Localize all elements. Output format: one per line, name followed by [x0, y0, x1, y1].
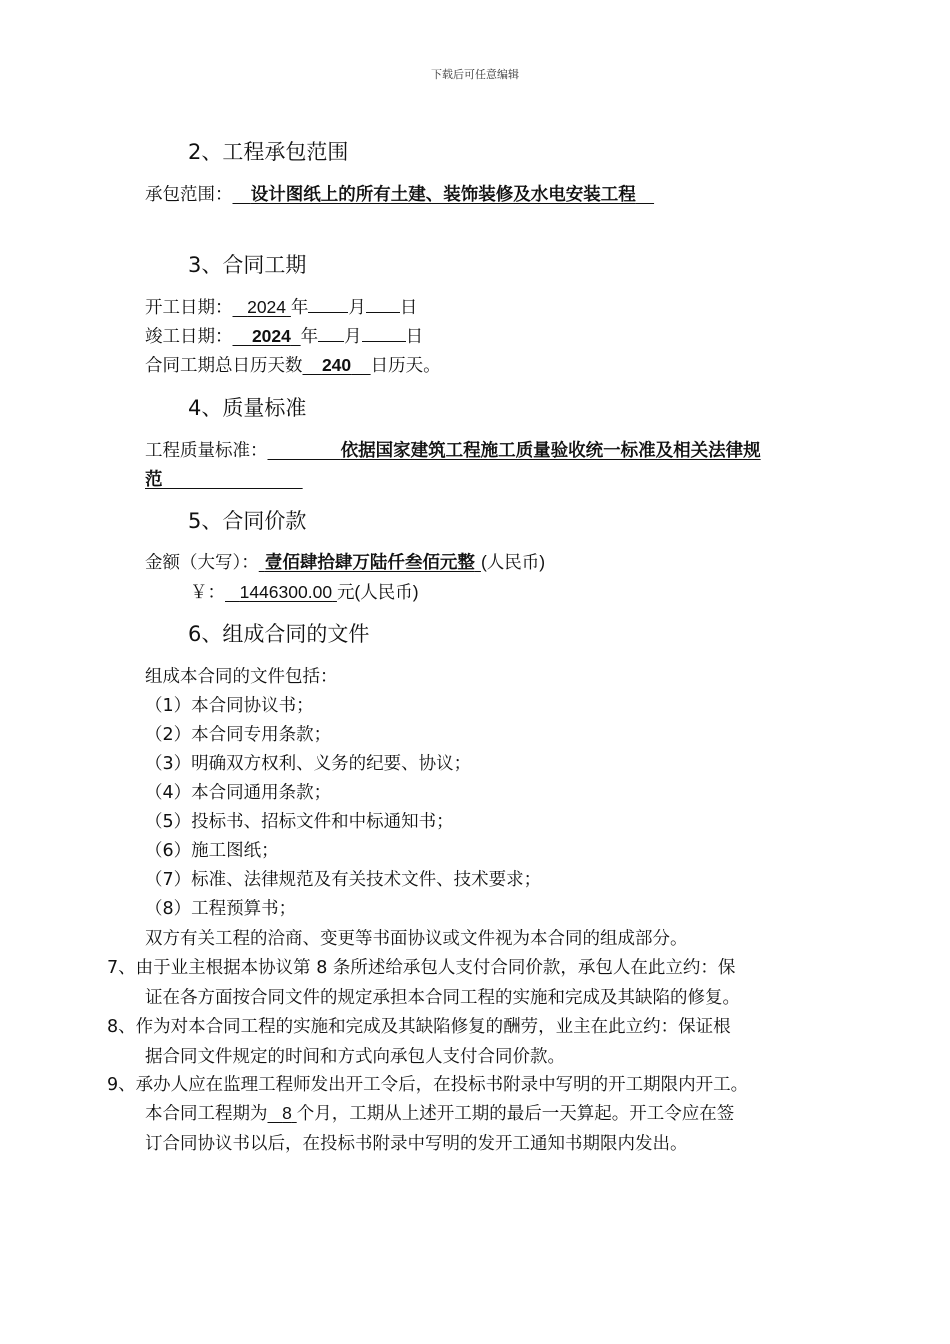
documents-intro: 组成本合同的文件包括：: [145, 667, 338, 687]
document-item: （5）投标书、招标文件和中标通知书；: [145, 812, 454, 832]
month-char: 月: [348, 298, 366, 318]
total-days-line: [145, 352, 441, 377]
clause-8-line-1: 8、作为对本合同工程的实施和完成及其缺陷修复的酬劳，业主在此立约：保证根: [107, 1017, 731, 1037]
quality-label: 工程质量标准：: [145, 441, 268, 461]
clause-8-line-2: 据合同文件规定的时间和方式向承包人支付合同价款。: [145, 1047, 565, 1067]
day-char: 日: [405, 327, 424, 347]
document-item: （1）本合同协议书；: [145, 696, 314, 716]
end-year: 2024: [251, 326, 291, 346]
section-2-heading: 2、工程承包范围: [188, 140, 349, 164]
clause-9-line-1: 9、承办人应在监理工程师发出开工令后，在投标书附录中写明的开工期限内开工。: [107, 1075, 749, 1095]
year-char: 年: [290, 298, 309, 318]
start-month-blank: [308, 295, 348, 314]
total-days-label: 合同工期总日历天数: [145, 356, 303, 376]
end-date-label: 竣工日期：: [145, 327, 233, 347]
quality-value-2: 范: [145, 470, 163, 490]
amount-words-line: [145, 549, 545, 574]
section-4-heading: 4、质量标准: [188, 396, 307, 420]
section-3-heading: 3、合同工期: [188, 253, 307, 277]
total-days-value: 240: [321, 355, 352, 375]
scope-value: 设计图纸上的所有土建、装饰装修及水电安装工程: [250, 185, 636, 205]
clause-9-line-2: [145, 1100, 734, 1125]
start-date-line: [145, 294, 417, 319]
documents-closing: 双方有关工程的洽商、变更等书面协议或文件视为本合同的组成部分。: [145, 929, 688, 949]
quality-value-1: 依据国家建筑工程施工质量验收统一标准及相关法律规: [340, 441, 761, 461]
page-header: 下载后可任意编辑: [431, 68, 519, 81]
end-month-blank: [318, 324, 344, 343]
start-day-blank: [366, 295, 400, 314]
amount-number-value: 1446300.00: [239, 582, 333, 602]
section-6-heading: 6、组成合同的文件: [188, 622, 370, 646]
clause-9-prefix: 本合同工程期为: [145, 1104, 268, 1124]
clause-7-line-2: 证在各方面按合同文件的规定承担本合同工程的实施和完成及其缺陷的修复。: [145, 988, 740, 1008]
document-item: （3）明确双方权利、义务的纪要、协议；: [145, 754, 472, 774]
document-item: （4）本合同通用条款；: [145, 783, 332, 803]
scope-label: 承包范围：: [145, 185, 233, 205]
amount-words-label: 金额（大写）：: [145, 553, 259, 573]
amount-words-suffix: (人民币): [480, 552, 546, 572]
total-days-unit: 日历天。: [370, 356, 441, 376]
amount-words-value: 壹佰肆拾肆万陆仟叁佰元整: [264, 553, 475, 573]
start-year: 2024: [247, 297, 287, 317]
quality-line-1: [145, 437, 761, 462]
amount-number-line: [190, 579, 419, 604]
contract-months-value: 8: [282, 1103, 292, 1123]
end-day-blank: [362, 324, 406, 343]
document-item: （6）施工图纸；: [145, 841, 279, 861]
day-char: 日: [399, 298, 418, 318]
clause-9-line-3: 订合同协议书以后，在投标书附录中写明的发开工通知书期限内发出。: [145, 1134, 688, 1154]
amount-number-suffix: 元(人民币): [336, 582, 419, 602]
start-date-label: 开工日期：: [145, 298, 233, 318]
month-char: 月: [344, 327, 362, 347]
document-item: （8）工程预算书；: [145, 899, 297, 919]
section-5-heading: 5、合同价款: [188, 509, 307, 533]
clause-9-suffix: 个月，工期从上述开工期的最后一天算起。开工令应在签: [296, 1104, 735, 1124]
clause-7-line-1: 7、由于业主根据本协议第 8 条所述给承包人支付合同价款，承包人在此立约：保: [107, 958, 736, 978]
scope-line: [145, 181, 654, 206]
year-char: 年: [300, 327, 319, 347]
document-item: （2）本合同专用条款；: [145, 725, 332, 745]
document-item: （7）标准、法律规范及有关技术文件、技术要求；: [145, 870, 542, 890]
quality-line-2: [145, 466, 303, 491]
end-date-line: [145, 323, 423, 348]
yen-label: ￥：: [190, 583, 225, 603]
